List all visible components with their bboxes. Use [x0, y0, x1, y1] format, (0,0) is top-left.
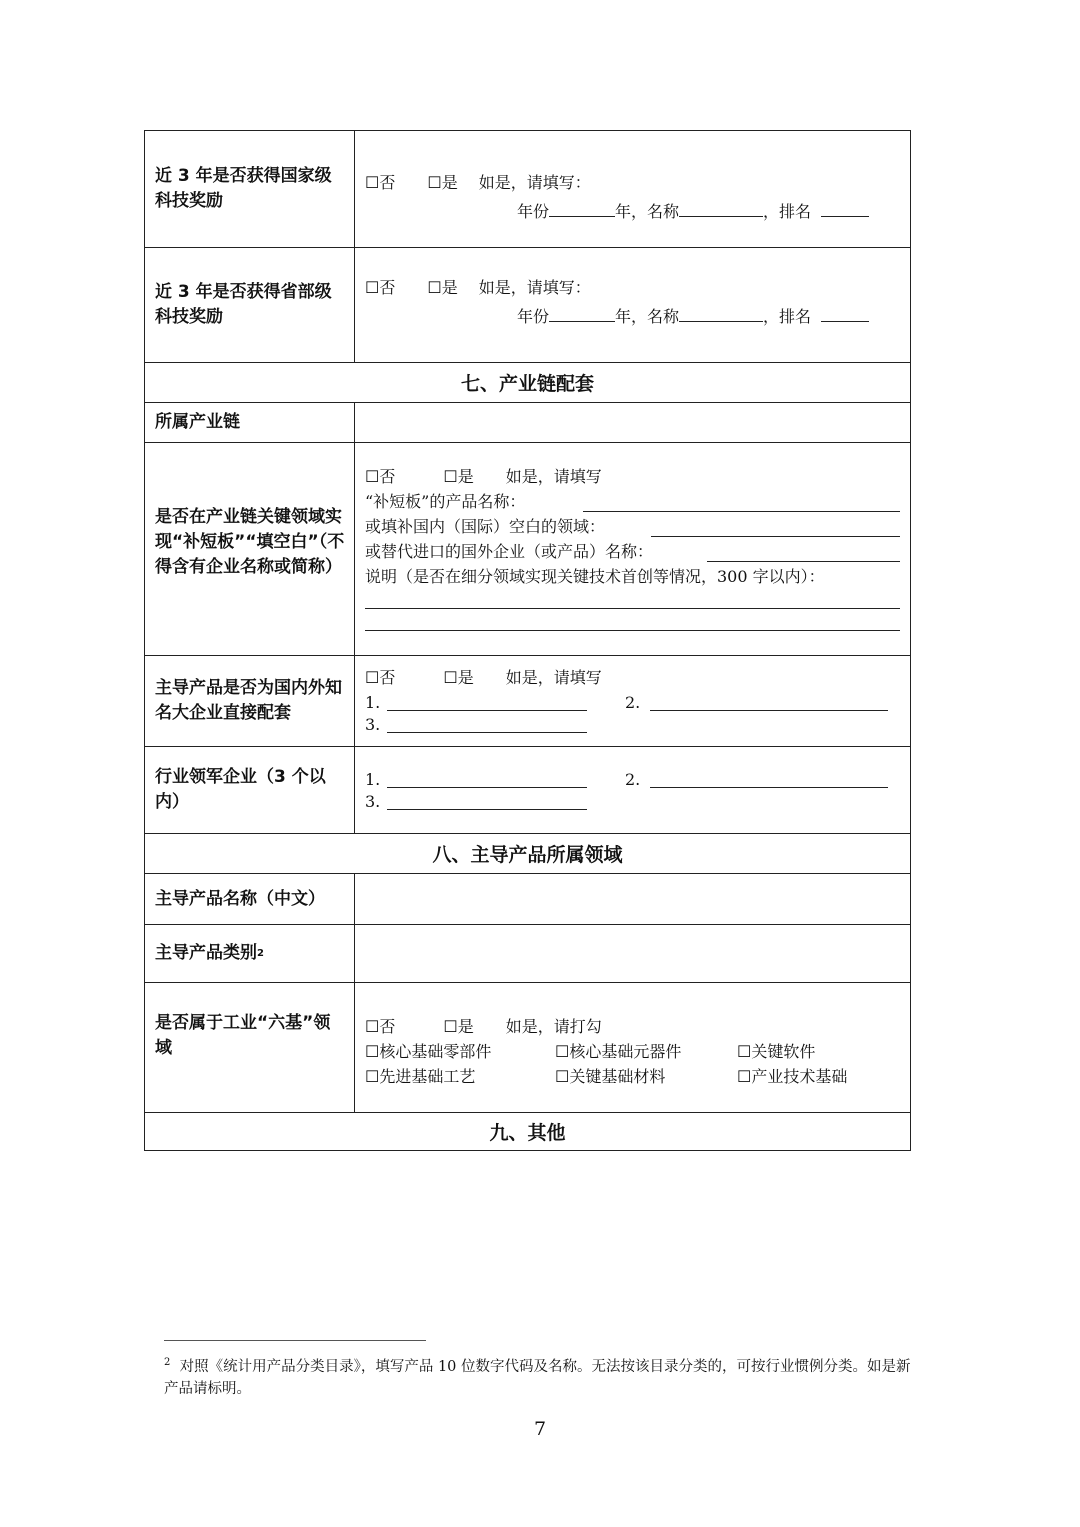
description-line-1[interactable] [365, 591, 900, 609]
year-field[interactable] [549, 304, 615, 322]
opt-advanced-process[interactable]: ☐先进基础工艺 [365, 1067, 476, 1086]
provincial-award-label: 近 3 年是否获得省部级科技奖励 [145, 248, 355, 362]
footnote-text: 对照《统计用产品分类目录》，填写产品 10 位数字代码及名称。无法按该目录分类的，可按行业惯例分类。如是新产品请标明。 [164, 1358, 911, 1397]
industry-chain-value[interactable] [355, 403, 910, 442]
opt-core-parts[interactable]: ☐核心基础零部件 [365, 1042, 492, 1061]
name-field[interactable] [679, 304, 763, 322]
key-field-options[interactable]: ☐否 ☐是 如是，请填写 [365, 467, 602, 486]
leader-field-2[interactable] [650, 768, 888, 788]
national-award-label: 近 3 年是否获得国家级科技奖励 [145, 131, 355, 247]
product-name-label: 主导产品名称（中文） [145, 874, 355, 924]
industry-chain-row [145, 402, 910, 442]
name-field[interactable] [679, 199, 763, 217]
footnote-ref[interactable]: 2 [257, 948, 264, 959]
page-number: 7 [533, 1418, 547, 1440]
direct-supply-label: 主导产品是否为国内外知名大企业直接配套 [145, 656, 355, 746]
six-base-label: 是否属于工业“六基”领域 [145, 983, 355, 1112]
product-category-label: 主导产品类别 2 [145, 925, 355, 982]
footnote-mark: 2 [164, 1357, 171, 1368]
key-field-label: 是否在产业链关键领域实现“补短板”“填空白”（不得含有企业名称或简称） [145, 443, 355, 655]
leader-field-3[interactable] [387, 790, 587, 810]
section-7-heading: 七、产业链配套 [145, 362, 910, 402]
footnote-divider [164, 1340, 426, 1341]
product-category-value[interactable] [355, 925, 910, 982]
opt-key-materials[interactable]: ☐关键基础材料 [555, 1067, 666, 1086]
provincial-award-row: 近 3 年是否获得省部级科技奖励 ☐否 ☐是 如是，请填写： 年份 年，名称 ，排名 [145, 247, 910, 362]
year-field[interactable] [549, 199, 615, 217]
key-field-row: 是否在产业链关键领域实现“补短板”“填空白”（不得含有企业名称或简称） ☐否 ☐是 如是，请填写 “补短板”的产品名称： 或填补国内（国际）空白的领域： 或替代进口的国外企业（或产品）名称： 说明（是否在细分领域实现关键技术首创等情况，300 字以内）： [145, 442, 910, 655]
supply-field-1[interactable] [387, 691, 587, 711]
short-board-product-field[interactable] [583, 490, 900, 512]
footnote [164, 1352, 924, 1400]
provincial-award-options[interactable]: ☐否 ☐是 如是，请填写： [365, 278, 591, 297]
application-form-table [144, 130, 911, 1151]
section-8-heading: 八、主导产品所属领域 [145, 833, 910, 873]
industry-chain-label: 所属产业链 [145, 403, 355, 442]
rank-field[interactable] [821, 199, 869, 217]
opt-industry-tech[interactable]: ☐产业技术基础 [737, 1067, 848, 1086]
leaders-label: 行业领军企业（3 个以内） [145, 747, 355, 833]
national-award-row: 近 3 年是否获得国家级科技奖励 ☐否 ☐是 如是，请填写： 年份 年，名称 ，排名 [145, 131, 910, 247]
supply-field-2[interactable] [650, 691, 888, 711]
leader-field-1[interactable] [387, 768, 587, 788]
product-name-row [145, 873, 910, 924]
product-category-row [145, 924, 910, 982]
six-base-options[interactable]: ☐否 ☐是 如是，请打勾 [365, 1017, 602, 1036]
six-base-row [145, 982, 910, 1112]
supply-field-3[interactable] [387, 713, 587, 733]
section-9-heading: 九、其他 [145, 1112, 910, 1150]
rank-field[interactable] [821, 304, 869, 322]
description-line-2[interactable] [365, 613, 900, 631]
opt-core-components[interactable]: ☐核心基础元器件 [555, 1042, 682, 1061]
national-award-options[interactable]: ☐否 ☐是 如是，请填写： [365, 173, 591, 192]
fill-gap-field[interactable] [651, 515, 900, 537]
import-substitute-field[interactable] [707, 540, 900, 562]
opt-key-software[interactable]: ☐关键软件 [737, 1042, 816, 1061]
product-name-value[interactable] [355, 874, 910, 924]
direct-supply-row: 主导产品是否为国内外知名大企业直接配套 ☐否 ☐是 如是，请填写 1. 2. 3. [145, 655, 910, 746]
leaders-row: 行业领军企业（3 个以内） 1. 2. 3. [145, 746, 910, 833]
direct-supply-options[interactable]: ☐否 ☐是 如是，请填写 [365, 668, 602, 687]
